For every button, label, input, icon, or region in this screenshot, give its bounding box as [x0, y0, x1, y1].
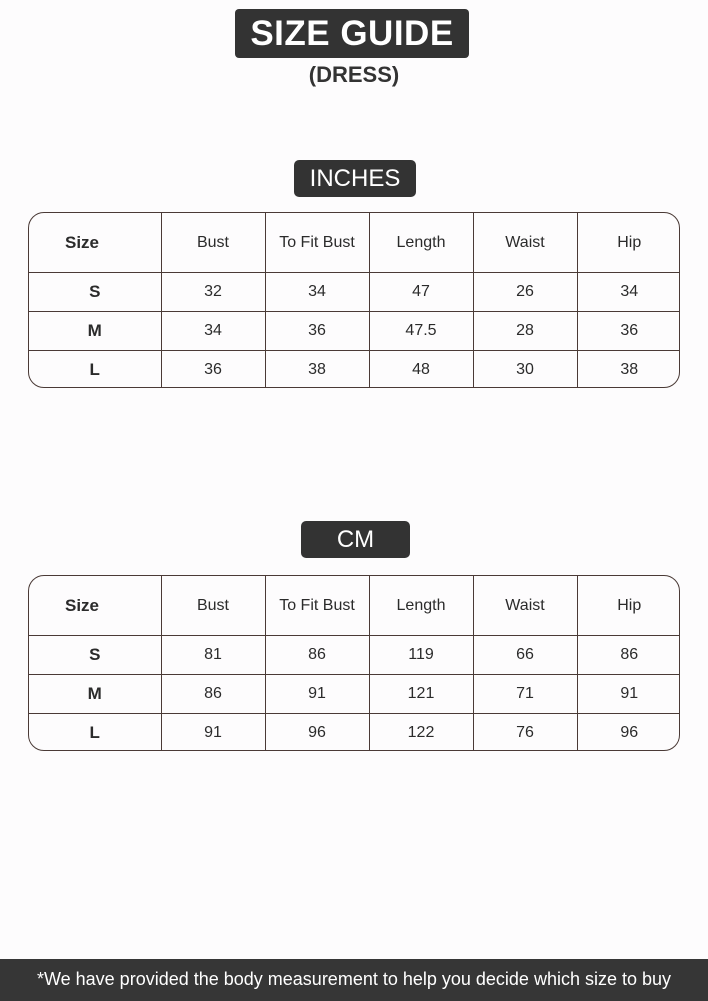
hip-cell: 96: [577, 714, 680, 752]
page-subtitle: (DRESS): [308, 62, 400, 87]
size-cell: L: [29, 351, 161, 389]
to-fit-bust-cell: 36: [265, 312, 369, 351]
column-header-size: Size: [29, 213, 161, 273]
to-fit-bust-cell: 91: [265, 675, 369, 714]
table-row: [29, 273, 680, 312]
column-header-size: Size: [29, 576, 161, 636]
size-cell: M: [29, 675, 161, 714]
footer-disclaimer: *We have provided the body measurement to help you decide which size to buy: [0, 959, 708, 1001]
table-row: [29, 351, 680, 389]
cm-size-table: [28, 575, 680, 751]
bust-cell: 86: [161, 675, 265, 714]
bust-cell: 81: [161, 636, 265, 675]
to-fit-bust-cell: 38: [265, 351, 369, 389]
column-header-waist: Waist: [473, 576, 577, 636]
column-header-hip: Hip: [577, 213, 680, 273]
waist-cell: 28: [473, 312, 577, 351]
inches-size-table: [28, 212, 680, 388]
bust-cell: 32: [161, 273, 265, 312]
length-cell: 47: [369, 273, 473, 312]
bust-cell: 36: [161, 351, 265, 389]
waist-cell: 76: [473, 714, 577, 752]
hip-cell: 86: [577, 636, 680, 675]
table-header-row: [29, 576, 680, 636]
size-cell: L: [29, 714, 161, 752]
waist-cell: 30: [473, 351, 577, 389]
page-title: SIZE GUIDE: [235, 9, 469, 58]
table-row: [29, 312, 680, 351]
length-cell: 48: [369, 351, 473, 389]
bust-cell: 34: [161, 312, 265, 351]
column-header-waist: Waist: [473, 213, 577, 273]
table-row: [29, 675, 680, 714]
waist-cell: 26: [473, 273, 577, 312]
length-cell: 119: [369, 636, 473, 675]
bust-cell: 91: [161, 714, 265, 752]
hip-cell: 91: [577, 675, 680, 714]
size-cell: S: [29, 636, 161, 675]
size-cell: M: [29, 312, 161, 351]
length-cell: 47.5: [369, 312, 473, 351]
to-fit-bust-cell: 86: [265, 636, 369, 675]
table-header-row: [29, 213, 680, 273]
size-cell: S: [29, 273, 161, 312]
column-header-hip: Hip: [577, 576, 680, 636]
length-cell: 122: [369, 714, 473, 752]
length-cell: 121: [369, 675, 473, 714]
column-header-bust: Bust: [161, 213, 265, 273]
column-header-bust: Bust: [161, 576, 265, 636]
cm-section-label: CM: [301, 521, 410, 558]
column-header-to-fit-bust: To Fit Bust: [265, 213, 369, 273]
table-row: [29, 636, 680, 675]
hip-cell: 38: [577, 351, 680, 389]
column-header-length: Length: [369, 213, 473, 273]
waist-cell: 71: [473, 675, 577, 714]
waist-cell: 66: [473, 636, 577, 675]
to-fit-bust-cell: 34: [265, 273, 369, 312]
inches-section-label: INCHES: [294, 160, 416, 197]
to-fit-bust-cell: 96: [265, 714, 369, 752]
table-row: [29, 714, 680, 752]
hip-cell: 36: [577, 312, 680, 351]
column-header-length: Length: [369, 576, 473, 636]
column-header-to-fit-bust: To Fit Bust: [265, 576, 369, 636]
hip-cell: 34: [577, 273, 680, 312]
